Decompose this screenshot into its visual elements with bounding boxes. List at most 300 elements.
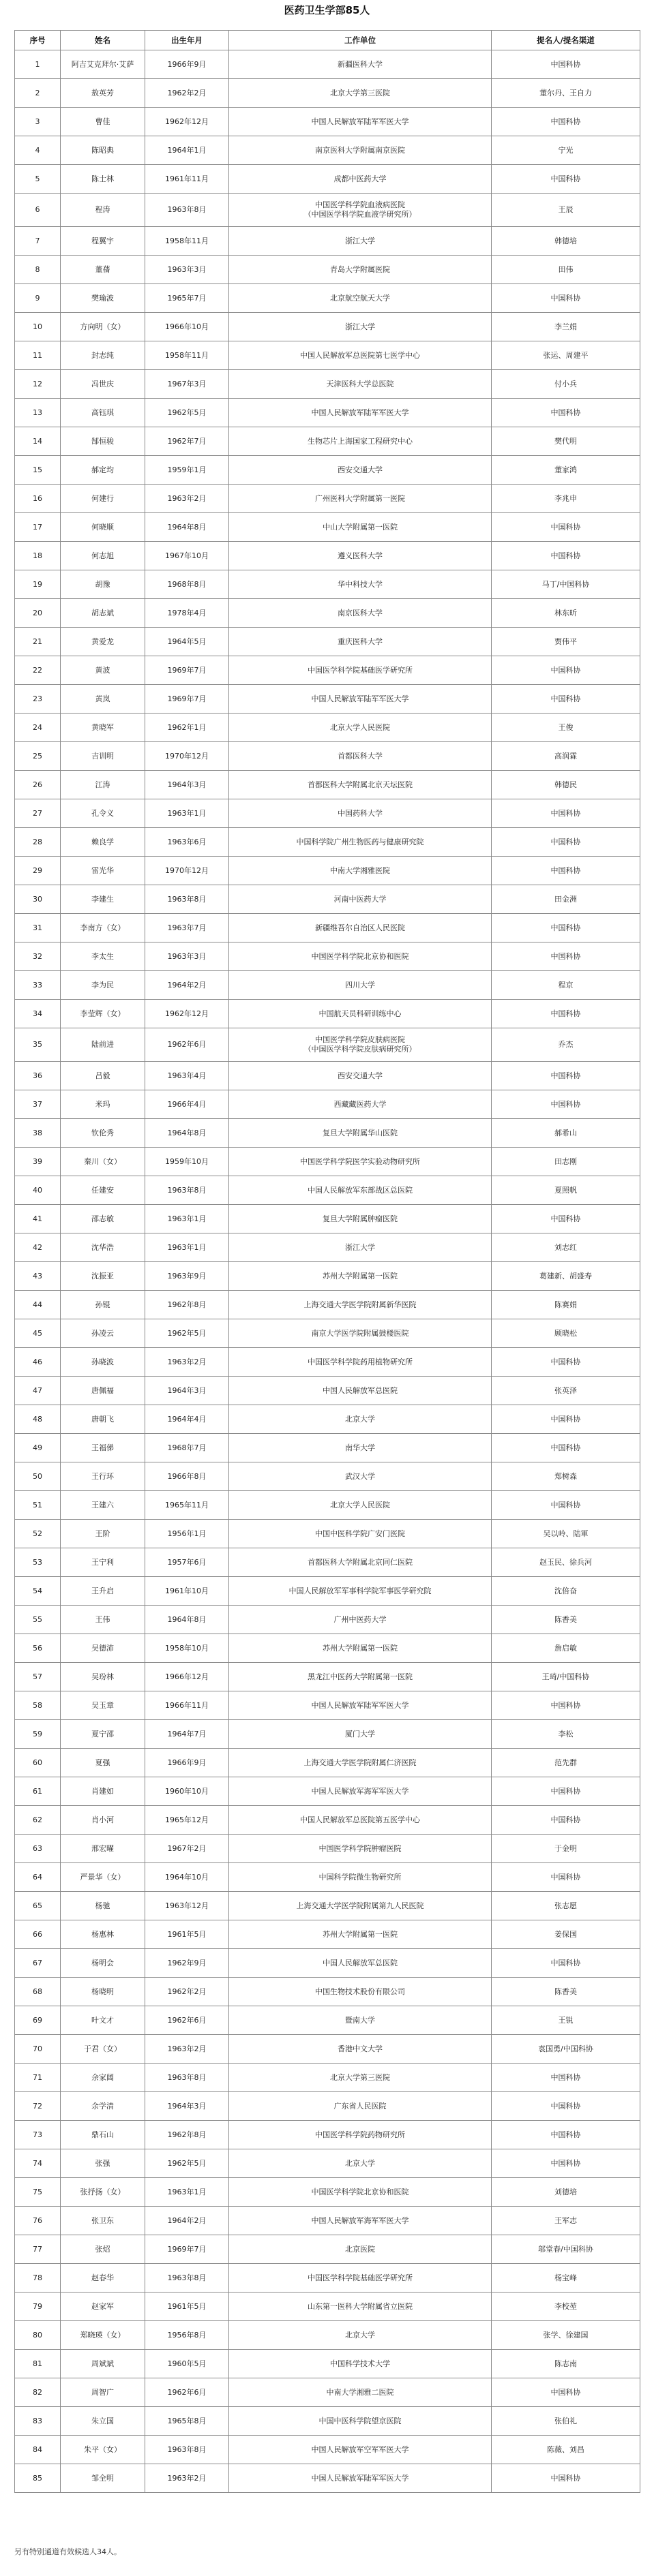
cell-nominator: 陈香美: [492, 1606, 640, 1634]
table-row: [15, 1062, 640, 1090]
cell-unit-line: 首都医科大学: [338, 751, 383, 761]
table-row: [15, 2407, 640, 2436]
cell-name: 唐佩福: [61, 1377, 145, 1405]
cell-nominator: 中国科协: [492, 165, 640, 194]
cell-nominator: 张运、周建平: [492, 341, 640, 370]
table-row: [15, 1606, 640, 1634]
cell-unit: [229, 1205, 492, 1233]
cell-unit: [229, 570, 492, 599]
cell-nominator: 王军志: [492, 2207, 640, 2235]
cell-no: 12: [15, 370, 61, 399]
table-row: [15, 656, 640, 685]
cell-no: 30: [15, 885, 61, 914]
table-row: [15, 165, 640, 194]
cell-name: 樊瑜波: [61, 284, 145, 313]
cell-name: 冯世庆: [61, 370, 145, 399]
cell-nominator: 中国科协: [492, 1205, 640, 1233]
cell-name: 郝定均: [61, 456, 145, 485]
cell-no: 71: [15, 2064, 61, 2092]
cell-no: 76: [15, 2207, 61, 2235]
cell-unit: [229, 1548, 492, 1577]
cell-no: 56: [15, 1634, 61, 1663]
cell-birth: 1966年9月: [145, 1749, 229, 1777]
cell-unit: [229, 513, 492, 542]
cell-name: 周智广: [61, 2378, 145, 2407]
cell-nominator: 李兆申: [492, 485, 640, 513]
cell-unit: [229, 399, 492, 427]
cell-name: 何建行: [61, 485, 145, 513]
cell-unit: [229, 313, 492, 341]
cell-nominator: 李校堃: [492, 2293, 640, 2321]
cell-name: 沈华浩: [61, 1233, 145, 1262]
table-row: [15, 2149, 640, 2178]
footnote: 另有特别通道有效候选人34人。: [14, 2547, 121, 2556]
cell-name: 严景华（女）: [61, 1863, 145, 1892]
cell-no: 26: [15, 771, 61, 799]
cell-birth: 1962年2月: [145, 1978, 229, 2006]
cell-name: 杨驰: [61, 1892, 145, 1920]
cell-no: 59: [15, 1720, 61, 1749]
cell-nominator: 吴以岭、陆軍: [492, 1520, 640, 1548]
cell-unit-line: 成都中医药大学: [333, 174, 387, 183]
table-row: [15, 194, 640, 227]
cell-nominator: 中国科协: [492, 1806, 640, 1835]
cell-nominator: 付小兵: [492, 370, 640, 399]
cell-unit: [229, 1028, 492, 1062]
cell-nominator: 中国科协: [492, 1863, 640, 1892]
cell-birth: 1962年12月: [145, 1000, 229, 1028]
cell-nominator: 中国科协: [492, 2092, 640, 2121]
cell-unit-line: 南华大学: [345, 1443, 375, 1452]
cell-unit: [229, 1405, 492, 1434]
cell-birth: 1963年2月: [145, 485, 229, 513]
cell-unit: [229, 1777, 492, 1806]
cell-name: 夏强: [61, 1749, 145, 1777]
cell-nominator: 邬堂春/中国科协: [492, 2235, 640, 2264]
table-row: [15, 2235, 640, 2264]
cell-name: 赵春华: [61, 2264, 145, 2293]
table-row: [15, 79, 640, 108]
table-row: [15, 399, 640, 427]
cell-nominator: 杨宝峰: [492, 2264, 640, 2293]
cell-birth: 1963年8月: [145, 885, 229, 914]
cell-birth: 1962年5月: [145, 1319, 229, 1348]
table-row: [15, 685, 640, 714]
cell-unit: [229, 885, 492, 914]
cell-no: 55: [15, 1606, 61, 1634]
cell-unit-line: 中国医学科学院肿瘤医院: [318, 1843, 402, 1853]
cell-no: 19: [15, 570, 61, 599]
cell-unit: [229, 971, 492, 1000]
cell-birth: 1965年7月: [145, 284, 229, 313]
table-row: [15, 2321, 640, 2350]
cell-no: 82: [15, 2378, 61, 2407]
cell-nominator: 顾晓松: [492, 1319, 640, 1348]
cell-name: 吴玢林: [61, 1663, 145, 1691]
cell-name: 程涛: [61, 194, 145, 227]
cell-name: 钦伦秀: [61, 1119, 145, 1148]
cell-name: 孙凌云: [61, 1319, 145, 1348]
cell-birth: 1963年2月: [145, 2464, 229, 2493]
cell-birth: 1969年7月: [145, 2235, 229, 2264]
cell-name: 郑晓瑛（女）: [61, 2321, 145, 2350]
cell-unit: [229, 1691, 492, 1720]
cell-name: 王建六: [61, 1491, 145, 1520]
header-no: 序号: [15, 31, 61, 50]
cell-name: 王宁利: [61, 1548, 145, 1577]
cell-unit-line: 苏州大学附属第一医院: [323, 1271, 398, 1281]
table-row: [15, 2264, 640, 2293]
cell-name: 何晓顺: [61, 513, 145, 542]
cell-unit: [229, 2035, 492, 2064]
cell-name: 邢宏曜: [61, 1835, 145, 1863]
cell-nominator: 陈薇、刘昌: [492, 2436, 640, 2464]
cell-no: 66: [15, 1920, 61, 1949]
cell-unit: [229, 1806, 492, 1835]
cell-no: 1: [15, 50, 61, 79]
cell-unit-line: 中国科学院微生物研究所: [318, 1872, 402, 1882]
cell-name: 孙晓波: [61, 1348, 145, 1377]
cell-birth: 1978年4月: [145, 599, 229, 628]
cell-nominator: 乔杰: [492, 1028, 640, 1062]
cell-no: 79: [15, 2293, 61, 2321]
cell-birth: 1963年1月: [145, 2178, 229, 2207]
cell-birth: 1961年10月: [145, 1577, 229, 1606]
cell-unit-line: 西安交通大学: [338, 465, 383, 474]
cell-nominator: 王琦/中国科协: [492, 1663, 640, 1691]
cell-unit-line: 南京大学医学院附属鼓楼医院: [311, 1328, 409, 1338]
cell-nominator: 中国科协: [492, 1434, 640, 1462]
cell-birth: 1959年1月: [145, 456, 229, 485]
table-row: [15, 1949, 640, 1978]
cell-nominator: 李兰娟: [492, 313, 640, 341]
cell-unit-line: 中国人民解放军空军军医大学: [311, 2444, 409, 2454]
cell-no: 17: [15, 513, 61, 542]
cell-no: 5: [15, 165, 61, 194]
cell-birth: 1967年10月: [145, 542, 229, 570]
cell-nominator: 王锐: [492, 2006, 640, 2035]
table-row: [15, 1028, 640, 1062]
cell-no: 65: [15, 1892, 61, 1920]
table-row: [15, 2350, 640, 2378]
table-row: [15, 50, 640, 79]
cell-unit-line: 北京大学: [345, 2330, 375, 2340]
cell-nominator: 中国科协: [492, 1062, 640, 1090]
table-row: [15, 256, 640, 284]
cell-name: 朱平（女）: [61, 2436, 145, 2464]
cell-unit: [229, 1148, 492, 1176]
cell-unit-line: 北京大学: [345, 2158, 375, 2168]
cell-name: 孙锟: [61, 1291, 145, 1319]
cell-unit: [229, 771, 492, 799]
cell-no: 4: [15, 136, 61, 165]
table-row: [15, 1691, 640, 1720]
cell-name: 于君（女）: [61, 2035, 145, 2064]
cell-no: 38: [15, 1119, 61, 1148]
cell-name: 余家阔: [61, 2064, 145, 2092]
cell-unit-line: 中国人民解放军海军军医大学: [311, 2215, 409, 2225]
cell-birth: 1966年12月: [145, 1663, 229, 1691]
cell-name: 张卫东: [61, 2207, 145, 2235]
cell-nominator: 田志刚: [492, 1148, 640, 1176]
cell-no: 27: [15, 799, 61, 828]
cell-no: 24: [15, 714, 61, 742]
cell-unit-line: 新疆医科大学: [338, 59, 383, 69]
cell-name: 陈昭典: [61, 136, 145, 165]
cell-birth: 1957年6月: [145, 1548, 229, 1577]
cell-birth: 1960年10月: [145, 1777, 229, 1806]
cell-unit: [229, 599, 492, 628]
cell-no: 58: [15, 1691, 61, 1720]
cell-unit: [229, 2178, 492, 2207]
cell-nominator: 中国科协: [492, 1491, 640, 1520]
cell-nominator: 中国科协: [492, 2121, 640, 2149]
cell-no: 15: [15, 456, 61, 485]
table-row: [15, 227, 640, 256]
cell-name: 杨晓明: [61, 1978, 145, 2006]
cell-name: 肖建如: [61, 1777, 145, 1806]
cell-unit-line: 中国人民解放军东部战区总医院: [308, 1185, 413, 1195]
cell-unit-line: 苏州大学附属第一医院: [323, 1643, 398, 1653]
cell-unit: [229, 485, 492, 513]
cell-birth: 1964年3月: [145, 771, 229, 799]
cell-no: 70: [15, 2035, 61, 2064]
cell-unit: [229, 1720, 492, 1749]
cell-unit-line: 中国人民解放军军事科学院军事医学研究院: [288, 1586, 432, 1595]
cell-unit: [229, 1520, 492, 1548]
cell-nominator: 中国科协: [492, 108, 640, 136]
cell-no: 46: [15, 1348, 61, 1377]
cell-birth: 1963年1月: [145, 799, 229, 828]
cell-name: 唐朝飞: [61, 1405, 145, 1434]
cell-unit-line: 中国人民解放军总医院第五医学中心: [300, 1815, 420, 1824]
table-row: [15, 714, 640, 742]
table-row: [15, 1205, 640, 1233]
cell-no: 54: [15, 1577, 61, 1606]
cell-no: 53: [15, 1548, 61, 1577]
cell-nominator: 陈赛娟: [492, 1291, 640, 1319]
cell-name: 沈振亚: [61, 1262, 145, 1291]
cell-no: 20: [15, 599, 61, 628]
cell-no: 43: [15, 1262, 61, 1291]
cell-name: 郜恒骏: [61, 427, 145, 456]
cell-no: 78: [15, 2264, 61, 2293]
table-row: [15, 1176, 640, 1205]
cell-unit-line: 生物芯片上海国家工程研究中心: [308, 436, 413, 446]
cell-nominator: 中国科协: [492, 1090, 640, 1119]
cell-unit: [229, 227, 492, 256]
cell-unit: [229, 1434, 492, 1462]
cell-unit-line: 复旦大学附属华山医院: [323, 1128, 398, 1137]
cell-no: 31: [15, 914, 61, 942]
cell-unit-line: 首都医科大学附属北京天坛医院: [308, 780, 413, 789]
cell-unit-line: 上海交通大学医学院附属仁济医院: [303, 1758, 417, 1767]
cell-unit-line: 北京大学人民医院: [330, 722, 390, 732]
table-row: [15, 542, 640, 570]
table-row: [15, 2035, 640, 2064]
cell-no: 3: [15, 108, 61, 136]
cell-name: 任建安: [61, 1176, 145, 1205]
cell-nominator: 李松: [492, 1720, 640, 1749]
cell-birth: 1962年9月: [145, 1949, 229, 1978]
table-row: [15, 2064, 640, 2092]
cell-nominator: 刘德培: [492, 2178, 640, 2207]
cell-unit-line: 青岛大学附属医院: [330, 264, 390, 274]
table-row: [15, 1520, 640, 1548]
cell-birth: 1964年8月: [145, 1606, 229, 1634]
cell-nominator: 董尔丹、王自力: [492, 79, 640, 108]
cell-name: 阿吉艾克拜尔·艾萨: [61, 50, 145, 79]
cell-birth: 1967年3月: [145, 370, 229, 399]
cell-unit: [229, 165, 492, 194]
cell-no: 49: [15, 1434, 61, 1462]
header-birth: 出生年月: [145, 31, 229, 50]
table-row: [15, 513, 640, 542]
cell-name: 李为民: [61, 971, 145, 1000]
table-row: [15, 771, 640, 799]
table-row: [15, 1663, 640, 1691]
cell-name: 李南方（女）: [61, 914, 145, 942]
cell-name: 黄岚: [61, 685, 145, 714]
cell-nominator: 范先群: [492, 1749, 640, 1777]
table-row: [15, 914, 640, 942]
cell-nominator: 赵玉民、徐兵河: [492, 1548, 640, 1577]
cell-unit-line-secondary: （中国医学科学院皮肤病研究所）: [303, 1045, 417, 1054]
cell-unit-line: 广州医科大学附属第一医院: [315, 493, 405, 503]
cell-birth: 1962年7月: [145, 427, 229, 456]
table-row: [15, 456, 640, 485]
cell-unit-line: 中国医学科学院皮肤病医院: [315, 1035, 405, 1044]
cell-no: 63: [15, 1835, 61, 1863]
cell-name: 张强: [61, 2149, 145, 2178]
cell-birth: 1969年7月: [145, 685, 229, 714]
table-row: [15, 628, 640, 656]
cell-unit-line: 复旦大学附属肿瘤医院: [323, 1214, 398, 1223]
cell-birth: 1964年2月: [145, 971, 229, 1000]
cell-unit: [229, 1577, 492, 1606]
cell-unit-line: 中国人民解放军陆军军医大学: [311, 1700, 409, 1710]
cell-unit: [229, 1291, 492, 1319]
cell-unit: [229, 2407, 492, 2436]
table-row: [15, 1978, 640, 2006]
cell-birth: 1963年1月: [145, 1233, 229, 1262]
cell-name: 何志旭: [61, 542, 145, 570]
cell-birth: 1963年2月: [145, 1348, 229, 1377]
cell-name: 吴德沛: [61, 1634, 145, 1663]
cell-name: 李建生: [61, 885, 145, 914]
cell-birth: 1960年5月: [145, 2350, 229, 2378]
cell-unit-line: 河南中医药大学: [333, 894, 387, 904]
cell-unit: [229, 136, 492, 165]
cell-unit-line: 山东第一医科大学附属省立医院: [308, 2301, 413, 2311]
cell-unit: [229, 1176, 492, 1205]
cell-unit: [229, 194, 492, 227]
cell-nominator: 中国科协: [492, 857, 640, 885]
table-row: [15, 2178, 640, 2207]
cell-no: 22: [15, 656, 61, 685]
cell-unit-line-secondary: （中国医学科学院血液学研究所）: [303, 210, 417, 219]
cell-birth: 1964年4月: [145, 1405, 229, 1434]
cell-name: 王福俤: [61, 1434, 145, 1462]
cell-unit: [229, 1491, 492, 1520]
cell-birth: 1963年8月: [145, 194, 229, 227]
cell-unit-line: 中国人民解放军陆军军医大学: [311, 694, 409, 703]
cell-nominator: 中国科协: [492, 2149, 640, 2178]
cell-unit-line: 中国科学院广州生物医药与健康研究院: [296, 837, 424, 846]
cell-unit: [229, 427, 492, 456]
cell-birth: 1958年11月: [145, 341, 229, 370]
cell-unit: [229, 1835, 492, 1863]
cell-no: 73: [15, 2121, 61, 2149]
cell-unit-line: 暨南大学: [345, 2015, 375, 2025]
cell-no: 13: [15, 399, 61, 427]
table-row: [15, 2378, 640, 2407]
cell-unit-line: 重庆医科大学: [338, 637, 383, 646]
table-row: [15, 1892, 640, 1920]
cell-name: 曹佳: [61, 108, 145, 136]
cell-nominator: 高润霖: [492, 742, 640, 771]
cell-no: 10: [15, 313, 61, 341]
cell-unit: [229, 1000, 492, 1028]
cell-birth: 1966年9月: [145, 50, 229, 79]
cell-nominator: 沈倍奋: [492, 1577, 640, 1606]
cell-nominator: 程京: [492, 971, 640, 1000]
cell-birth: 1966年11月: [145, 1691, 229, 1720]
cell-no: 44: [15, 1291, 61, 1319]
cell-unit: [229, 284, 492, 313]
cell-no: 74: [15, 2149, 61, 2178]
cell-birth: 1968年8月: [145, 570, 229, 599]
table-row: [15, 2092, 640, 2121]
cell-unit-line: 北京大学: [345, 1414, 375, 1424]
cell-unit: [229, 370, 492, 399]
cell-unit: [229, 1634, 492, 1663]
cell-birth: 1958年10月: [145, 1634, 229, 1663]
cell-unit: [229, 2464, 492, 2493]
cell-unit-line: 西安交通大学: [338, 1071, 383, 1080]
cell-no: 61: [15, 1777, 61, 1806]
cell-unit: [229, 1663, 492, 1691]
cell-birth: 1963年8月: [145, 2064, 229, 2092]
cell-no: 40: [15, 1176, 61, 1205]
table-row: [15, 370, 640, 399]
cell-no: 14: [15, 427, 61, 456]
cell-birth: 1963年2月: [145, 2035, 229, 2064]
cell-no: 83: [15, 2407, 61, 2436]
cell-no: 35: [15, 1028, 61, 1062]
cell-unit: [229, 1920, 492, 1949]
cell-name: 胡志斌: [61, 599, 145, 628]
cell-no: 68: [15, 1978, 61, 2006]
cell-unit-line: 中国人民解放军陆军军医大学: [311, 2473, 409, 2483]
cell-unit: [229, 1462, 492, 1491]
cell-name: 杨惠林: [61, 1920, 145, 1949]
cell-birth: 1967年2月: [145, 1835, 229, 1863]
table-row: [15, 570, 640, 599]
table-row: [15, 2006, 640, 2035]
cell-unit: [229, 1978, 492, 2006]
cell-name: 胡豫: [61, 570, 145, 599]
cell-name: 周斌斌: [61, 2350, 145, 2378]
cell-name: 敖英芳: [61, 79, 145, 108]
cell-unit-line: 中国医学科学院基础医学研究所: [308, 665, 413, 675]
cell-nominator: 韩德民: [492, 771, 640, 799]
cell-name: 李莹辉（女）: [61, 1000, 145, 1028]
cell-nominator: 中国科协: [492, 542, 640, 570]
table-row: [15, 885, 640, 914]
cell-name: 方向明（女）: [61, 313, 145, 341]
cell-unit-line: 武汉大学: [345, 1471, 375, 1481]
